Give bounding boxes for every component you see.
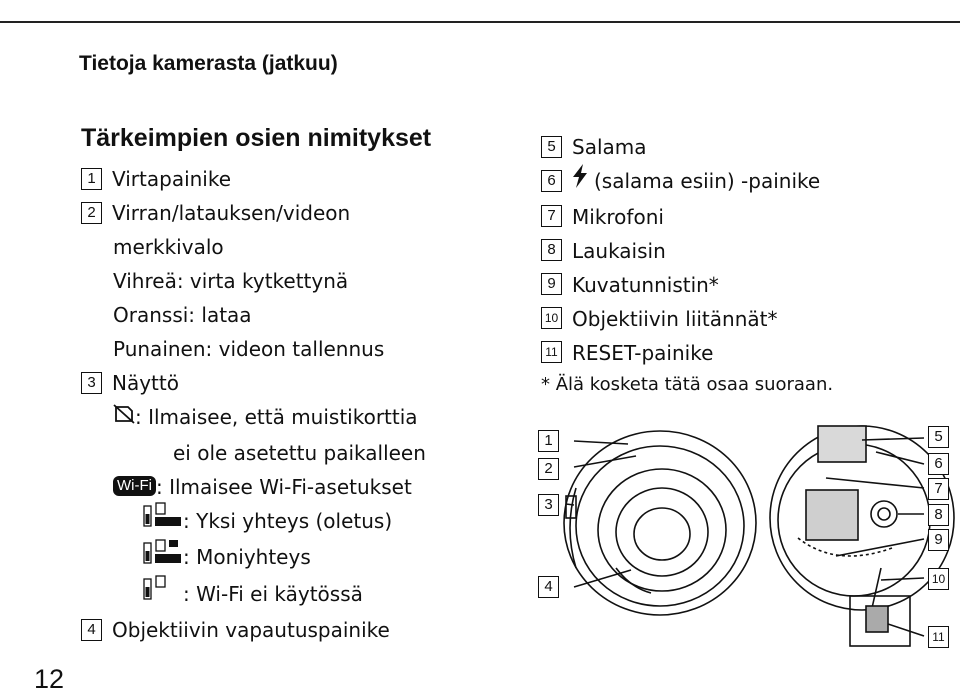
item-number: 7 — [541, 205, 562, 227]
figure-label-4: 4 — [538, 576, 559, 598]
item-number: 1 — [81, 168, 102, 190]
item-text: Virtapainike — [112, 167, 232, 191]
right-column — [541, 130, 956, 400]
figure-label-3: 3 — [538, 494, 559, 516]
item-number: 9 — [541, 273, 562, 295]
wifi-line — [81, 470, 511, 504]
item-text: Kuvatunnistin* — [572, 272, 719, 297]
item-text: RESET-painike — [572, 340, 714, 365]
left-column — [81, 123, 511, 647]
item-number: 10 — [541, 307, 562, 329]
item-10 — [541, 302, 956, 336]
wifi-badge: Wi-Fi — [113, 476, 156, 496]
item-4 — [81, 613, 511, 647]
item-8 — [541, 234, 956, 268]
multi-conn-line — [81, 540, 511, 577]
figure-label-1: 1 — [538, 430, 559, 452]
item-6 — [541, 164, 956, 200]
single-conn-text: : Yksi yhteys (oletus) — [183, 508, 393, 533]
no-card-text: : Ilmaisee, että muistikorttia — [135, 405, 418, 429]
item-text: Virran/latauksen/videon — [112, 201, 351, 225]
item-text: (salama esiin) -painike — [594, 169, 821, 193]
top-rule — [0, 21, 960, 23]
figure-label-8: 8 — [928, 504, 949, 526]
figure-label-6: 6 — [928, 453, 949, 475]
figure-label-11: 11 — [928, 626, 949, 648]
item-1 — [81, 162, 511, 196]
multi-conn-text: : Moniyhteys — [183, 545, 311, 569]
single-connection-icon — [143, 502, 183, 538]
item-text: Objektiivin liitännät* — [572, 306, 778, 331]
wifi-off-text: : Wi-Fi ei käytössä — [183, 581, 363, 606]
item-text: Salama — [572, 135, 647, 159]
figure-label-7: 7 — [928, 478, 949, 500]
multi-connection-icon — [143, 539, 183, 575]
item-2 — [81, 196, 511, 230]
item-number: 4 — [81, 619, 102, 641]
item-text: Objektiivin vapautuspainike — [112, 618, 390, 642]
item-2-red: Punainen: videon tallennus — [113, 337, 385, 361]
page-header: Tietoja kamerasta (jatkuu) — [79, 52, 338, 75]
figure-label-9: 9 — [928, 529, 949, 551]
item-5 — [541, 130, 956, 164]
item-number: 3 — [81, 372, 102, 394]
item-3 — [81, 366, 511, 400]
item-7 — [541, 200, 956, 234]
item-2-green: Vihreä: virta kytkettynä — [113, 269, 349, 293]
no-memory-card-icon — [113, 400, 135, 434]
single-conn-line — [81, 504, 511, 541]
wifi-off-line — [81, 577, 511, 614]
wifi-off-icon — [143, 575, 183, 611]
item-2-orange: Oranssi: lataa — [113, 303, 252, 327]
item-number: 2 — [81, 202, 102, 224]
flash-icon — [572, 164, 588, 198]
figure-label-10: 10 — [928, 568, 949, 590]
footnote: * Älä kosketa tätä osaa suoraan. — [541, 373, 834, 395]
no-card-line-2: ei ole asetettu paikalleen — [173, 440, 426, 465]
item-number: 5 — [541, 136, 562, 158]
page-number: 12 — [34, 664, 65, 694]
figure-label-2: 2 — [538, 458, 559, 480]
item-text: Näyttö — [112, 371, 179, 395]
item-number: 8 — [541, 239, 562, 261]
item-text: Mikrofoni — [572, 204, 664, 229]
item-number: 6 — [541, 170, 562, 192]
item-number: 11 — [541, 341, 562, 363]
item-2-cont: merkkivalo — [113, 235, 224, 259]
section-title: Tärkeimpien osien nimitykset — [81, 124, 432, 152]
camera-drawing — [536, 418, 960, 693]
figure-label-5: 5 — [928, 426, 949, 448]
item-9 — [541, 268, 956, 302]
camera-illustration — [536, 418, 960, 693]
item-11 — [541, 336, 956, 370]
wifi-text: : Ilmaisee Wi-Fi-asetukset — [155, 474, 412, 499]
no-card-line — [81, 400, 511, 436]
item-text: Laukaisin — [572, 238, 666, 263]
